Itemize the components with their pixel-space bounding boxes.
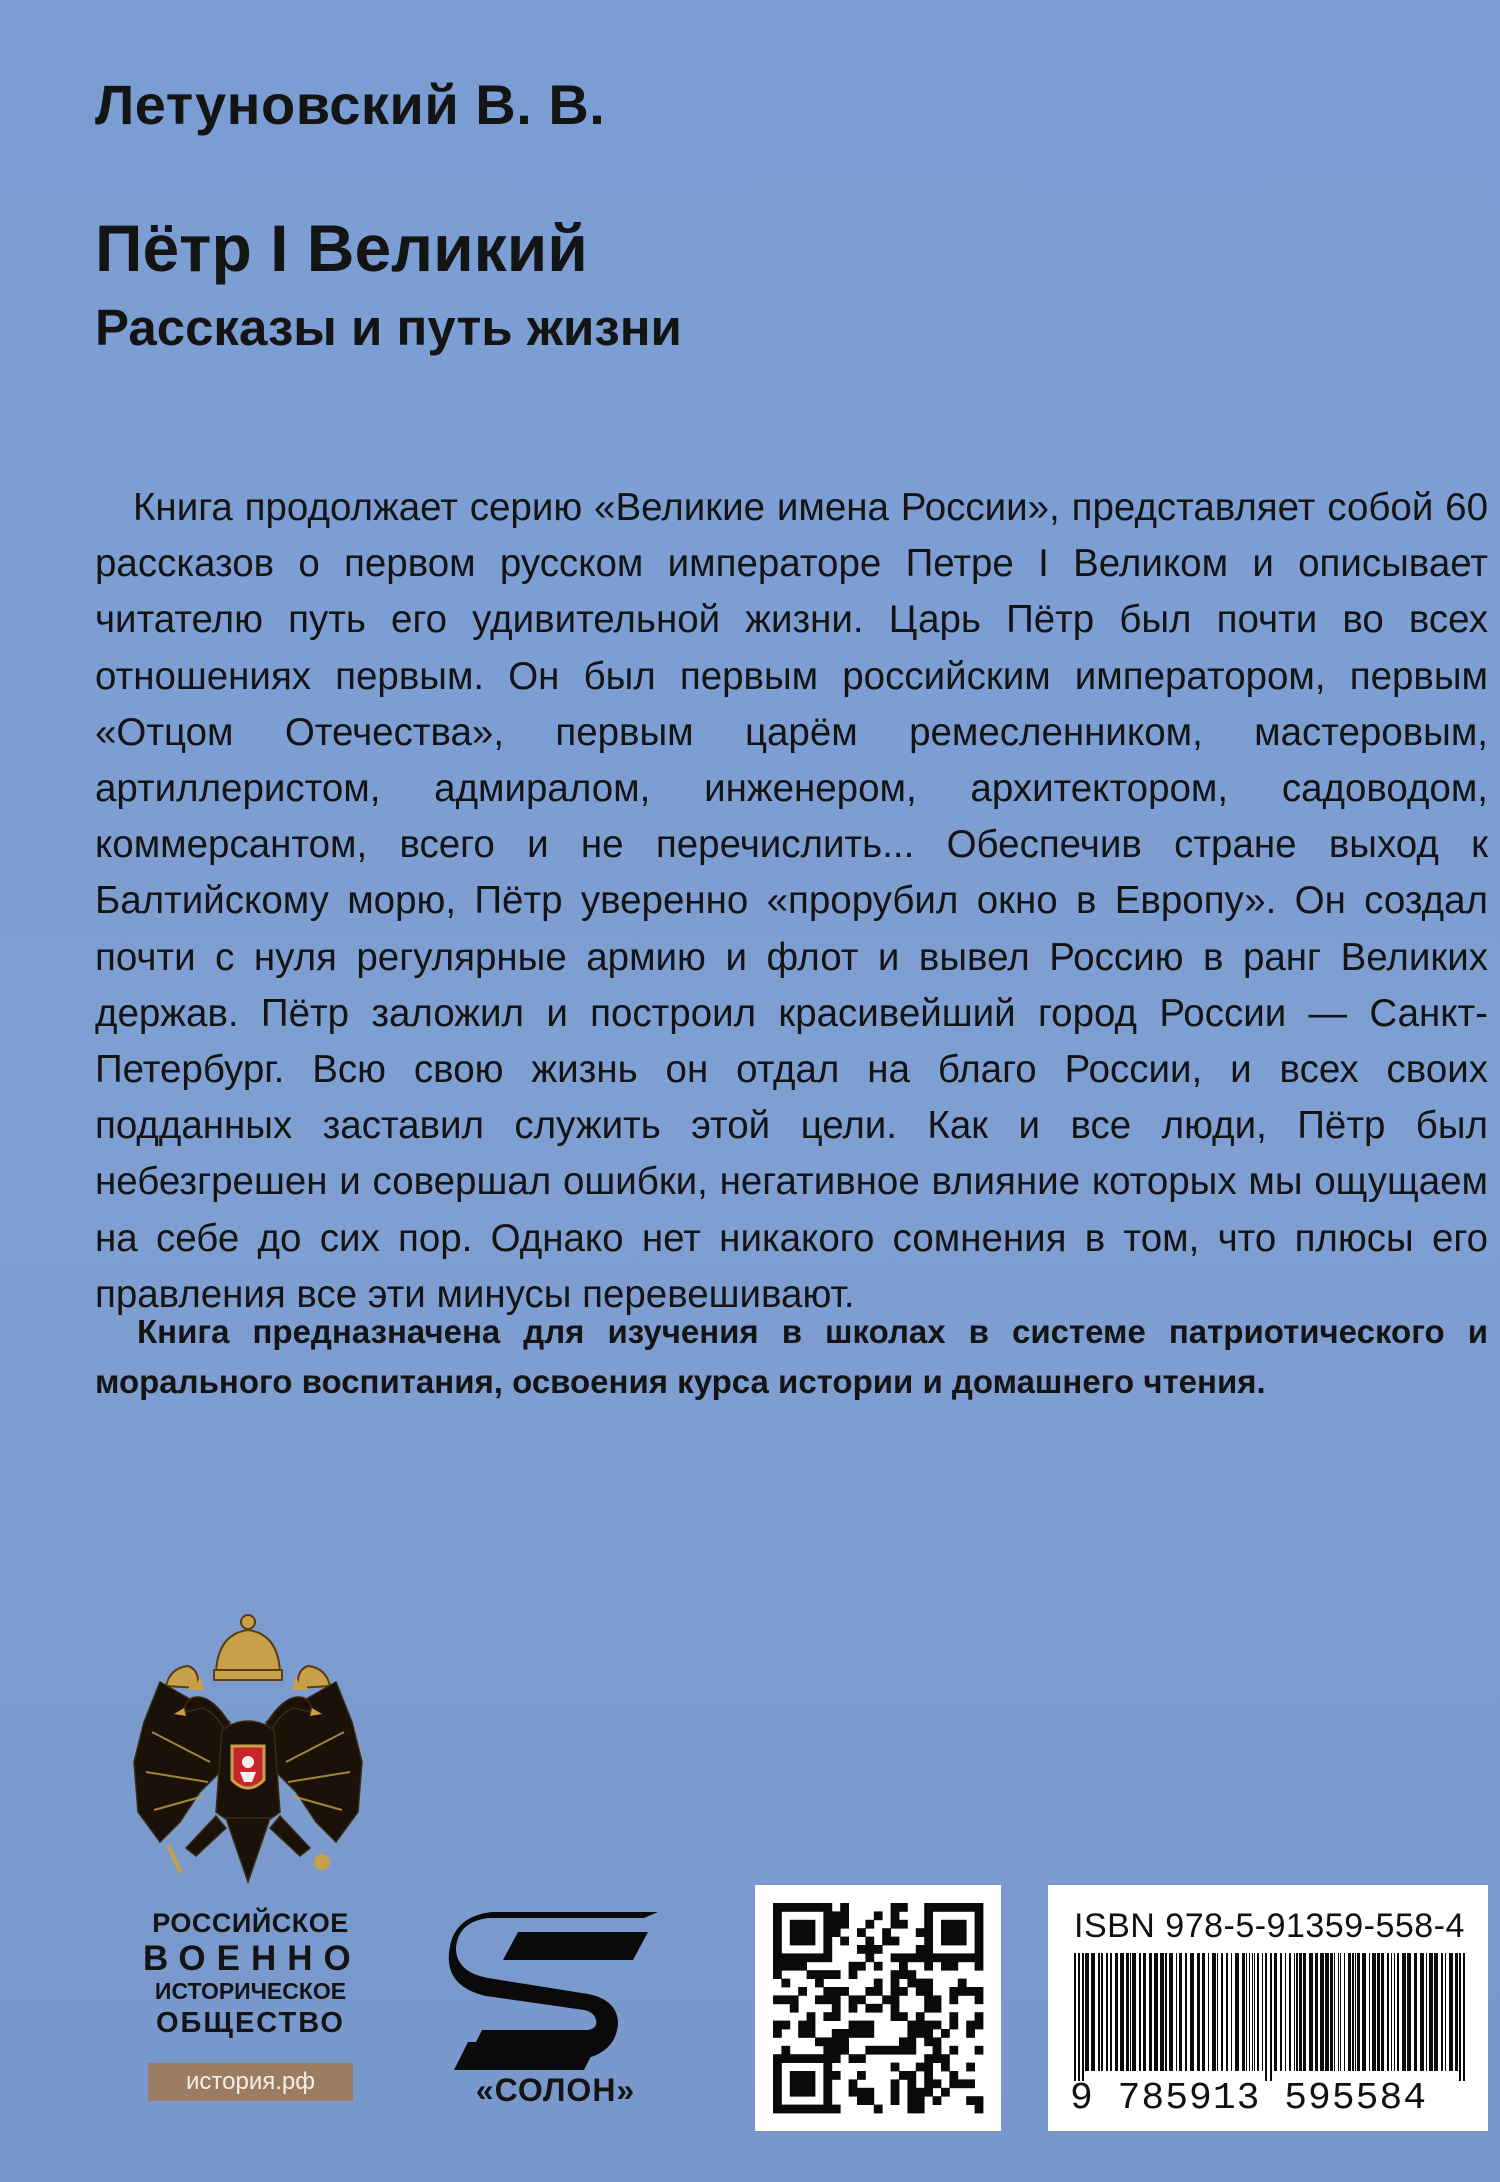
barcode-bar	[1455, 1953, 1458, 2071]
barcode-bar	[1338, 1953, 1339, 2071]
barcode-bar	[1154, 1953, 1158, 2071]
barcode-bar	[1352, 1953, 1354, 2071]
barcode-bar	[1362, 1953, 1366, 2071]
barcode-bar	[1202, 1953, 1205, 2071]
barcode-bar	[1085, 1953, 1089, 2071]
barcode-bar	[1217, 1953, 1218, 2071]
barcode-bar	[1434, 1953, 1438, 2071]
barcode-bar	[1252, 1953, 1253, 2071]
barcode-bar	[1391, 1953, 1392, 2071]
barcode-bar	[1101, 1953, 1103, 2071]
barcode-bar	[1197, 1953, 1200, 2071]
barcode-bar	[1294, 1953, 1295, 2071]
barcode-bar	[1190, 1953, 1194, 2071]
barcode-bar	[1246, 1953, 1247, 2071]
barcode-bar	[1426, 1953, 1427, 2071]
qr-code-icon	[755, 1885, 1001, 2131]
rvio-line-4: ОБЩЕСТВО	[155, 2007, 345, 2039]
barcode-bar	[1179, 1953, 1182, 2071]
barcode-bar	[1387, 1953, 1389, 2071]
barcode-bar	[1169, 1953, 1173, 2071]
rvio-website-badge: история.рф	[148, 2063, 353, 2101]
barcode-bar	[1449, 1953, 1453, 2071]
barcode-bar	[1208, 1953, 1209, 2071]
barcode-bar	[1226, 1953, 1228, 2071]
author-name: Летуновский В. В.	[95, 73, 606, 136]
barcode-bar	[1325, 1953, 1329, 2071]
barcode-bar	[1149, 1953, 1152, 2071]
barcode-bar	[1299, 1953, 1302, 2071]
barcode-bar	[1381, 1953, 1384, 2071]
barcode-bar	[1235, 1953, 1239, 2071]
purpose-paragraph: Книга предназначена для изучения в школах в системе патриотического и морального воспитания, освоения курса истории и домашнего чтения.	[95, 1313, 1488, 1400]
barcode-bar	[1098, 1953, 1100, 2071]
barcode-bar	[1372, 1953, 1376, 2071]
double-headed-eagle-icon	[130, 1612, 366, 1890]
barcode-bar	[1315, 1953, 1318, 2071]
solon-logo-icon	[448, 1912, 663, 2080]
barcode-bar	[1429, 1953, 1433, 2071]
barcode-bar	[1082, 1953, 1084, 2081]
publisher-name: «СОЛОН»	[475, 2072, 636, 2108]
barcode-bar	[1231, 1953, 1232, 2071]
barcode-bar	[1115, 1953, 1118, 2071]
barcode-bar	[1242, 1953, 1245, 2071]
barcode-bar	[1176, 1953, 1177, 2071]
barcode-bar	[1270, 1953, 1272, 2081]
rvio-wordmark	[143, 1908, 362, 2039]
barcode-bar	[1130, 1953, 1131, 2071]
rvio-line-3: ИСТОРИЧЕСКОЕ	[154, 1978, 347, 2004]
barcode-bar	[1334, 1953, 1335, 2071]
barcode-bar	[1185, 1953, 1187, 2071]
barcode-bar	[1402, 1953, 1406, 2071]
barcode-bar	[1397, 1953, 1399, 2071]
barcode-bar	[1355, 1953, 1356, 2071]
barcode-bar	[1463, 1953, 1465, 2081]
barcode-bar	[1249, 1953, 1250, 2071]
barcode-bar	[1330, 1953, 1333, 2071]
barcode-bar	[1407, 1953, 1411, 2071]
barcode-bar	[1126, 1953, 1129, 2071]
barcode-bar	[1257, 1953, 1259, 2071]
qr-code-panel	[755, 1885, 1001, 2131]
rvio-line-2: ВОЕННО	[143, 1939, 362, 1978]
barcode-bar	[1165, 1953, 1167, 2071]
barcode-bar	[1344, 1953, 1345, 2071]
barcode-bar	[1296, 1953, 1298, 2071]
barcode-bar	[1394, 1953, 1395, 2071]
barcode-icon	[1070, 1953, 1470, 2081]
barcode-bar	[1221, 1953, 1223, 2071]
barcode-bar	[1377, 1953, 1380, 2071]
barcode-bar	[1120, 1953, 1124, 2071]
barcode-bar	[1309, 1953, 1313, 2071]
barcode-bar	[1320, 1953, 1324, 2071]
barcode-bar	[1110, 1953, 1112, 2071]
barcode-bar	[1348, 1953, 1351, 2071]
barcode-bar	[1441, 1953, 1443, 2071]
barcode-bar	[1280, 1953, 1282, 2071]
barcode-bar	[1132, 1953, 1136, 2071]
barcode-bar	[1414, 1953, 1417, 2071]
barcode-bar	[1265, 1953, 1267, 2081]
barcode-bar	[1459, 1953, 1461, 2081]
barcode-bar	[1139, 1953, 1141, 2071]
barcode-bar	[1303, 1953, 1306, 2071]
barcode-bar	[1160, 1953, 1164, 2071]
barcode-bar	[1274, 1953, 1277, 2071]
barcode-bar	[1106, 1953, 1108, 2071]
book-title: Пётр I Великий	[95, 211, 588, 285]
barcode-bar	[1262, 1953, 1263, 2071]
isbn-digits: 9 785913 595584	[1070, 2077, 1428, 2120]
barcode-bar	[1285, 1953, 1286, 2071]
isbn-barcode-panel	[1048, 1885, 1488, 2131]
barcode-bar	[1143, 1953, 1146, 2071]
barcode-bar	[1074, 1953, 1076, 2081]
rvio-line-1: РОССИЙСКОЕ	[152, 1908, 349, 1938]
barcode-bar	[1212, 1953, 1216, 2071]
isbn-label: ISBN 978-5-91359-558-4	[1074, 1907, 1465, 1945]
barcode-bar	[1091, 1953, 1095, 2071]
book-subtitle: Рассказы и путь жизни	[95, 299, 682, 356]
barcode-bar	[1289, 1953, 1291, 2071]
barcode-bar	[1445, 1953, 1446, 2071]
description-paragraph: Книга продолжает серию «Великие имена России», представляет собой 60 рассказов о первом русском императоре Петре I Великом и описывает читателю путь его удивительной жизни. Царь Пётр был почти во всех отношениях первым. Он был первым российским императором, первым «Отцом Отечества», первым царём ремесленником, мастеровым, артиллеристом, адмиралом, инженером, архитектором, садоводом, коммерсантом, всего и не перечислить... Обеспечив стране выход к Балтийскому морю, Пётр уверенно «прорубил окно в Европу». Он создал почти с нуля регулярные армию и флот и вывел Россию в ранг Великих держав. Пётр заложил и построил красивейший город России — Санкт-Петербург. Всю свою жизнь он отдал на благо России, и всех своих подданных заставил служить этой цели. Как и все люди, Пётр был небезгрешен и совершал ошибки, негативное влияние которых мы ощущаем на себе до сих пор. Однако нет никакого сомнения в том, что плюсы его правления все эти минусы перевешивают.	[95, 486, 1488, 1316]
barcode-bar	[1340, 1953, 1341, 2071]
barcode-bar	[1357, 1953, 1360, 2071]
barcode-bar	[1078, 1953, 1080, 2081]
barcode-bar	[1254, 1953, 1255, 2071]
barcode-bar	[1420, 1953, 1424, 2071]
barcode-bar	[1369, 1953, 1370, 2071]
